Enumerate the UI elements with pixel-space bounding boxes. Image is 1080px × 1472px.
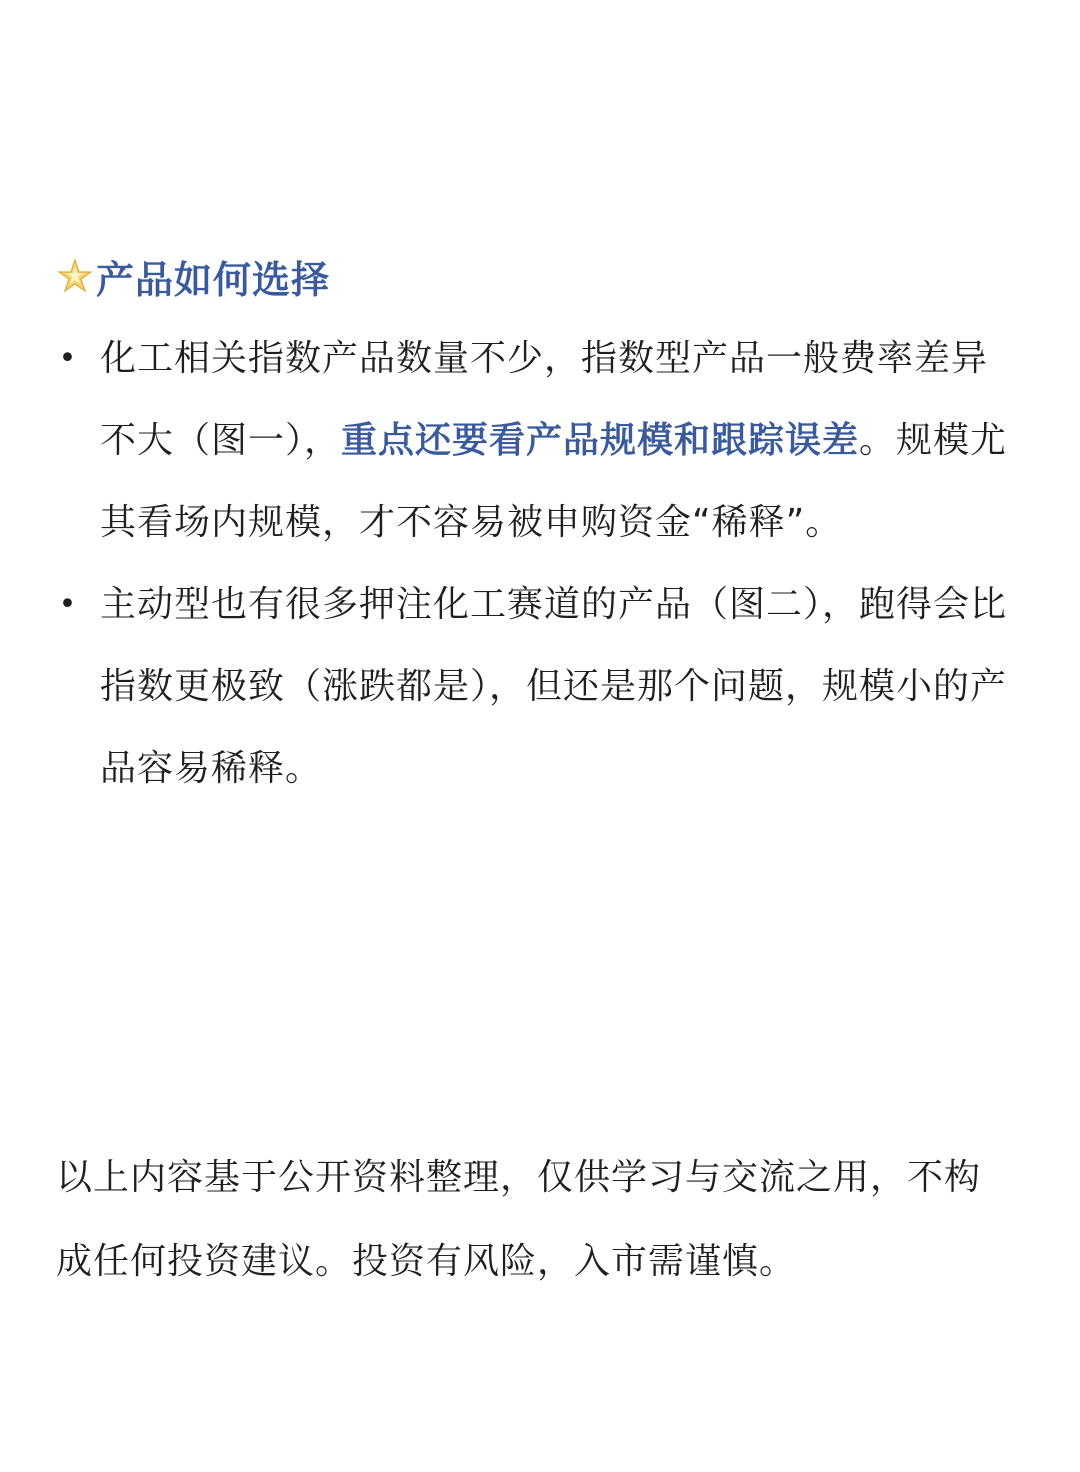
disclaimer-text: 以上内容基于公开资料整理，仅供学习与交流之用，不构成任何投资建议。投资有风险，入市需谨慎。 [56,1157,982,1282]
sparkle-star-icon [56,257,94,295]
section-heading [56,246,330,306]
bullet-text-start: 化工相关指数产品数量不少，指数型产品一般费率差异不大（图一）， [100,338,989,461]
bullet-dot: • [58,341,78,376]
bullet-text-end: 。规模尤其看场内规模，才不容易被申购资金“稀释”。 [100,420,1008,543]
bullet-highlight: 重点还要看产品规模和跟踪误差 [341,420,860,461]
bullet-dot: • [58,587,78,622]
bullet-text [100,564,1010,810]
bullet-text [100,318,1010,564]
list-item [56,564,1036,810]
bullet-text-start: 主动型也有很多押注化工赛道的产品（图二），跑得会比指数更极致（涨跌都是），但还是那个问题，规模小的产品容易稀释。 [100,584,1008,789]
bullet-list [56,318,1036,810]
list-item [56,318,1036,564]
section-title: 产品如何选择 [96,257,331,302]
